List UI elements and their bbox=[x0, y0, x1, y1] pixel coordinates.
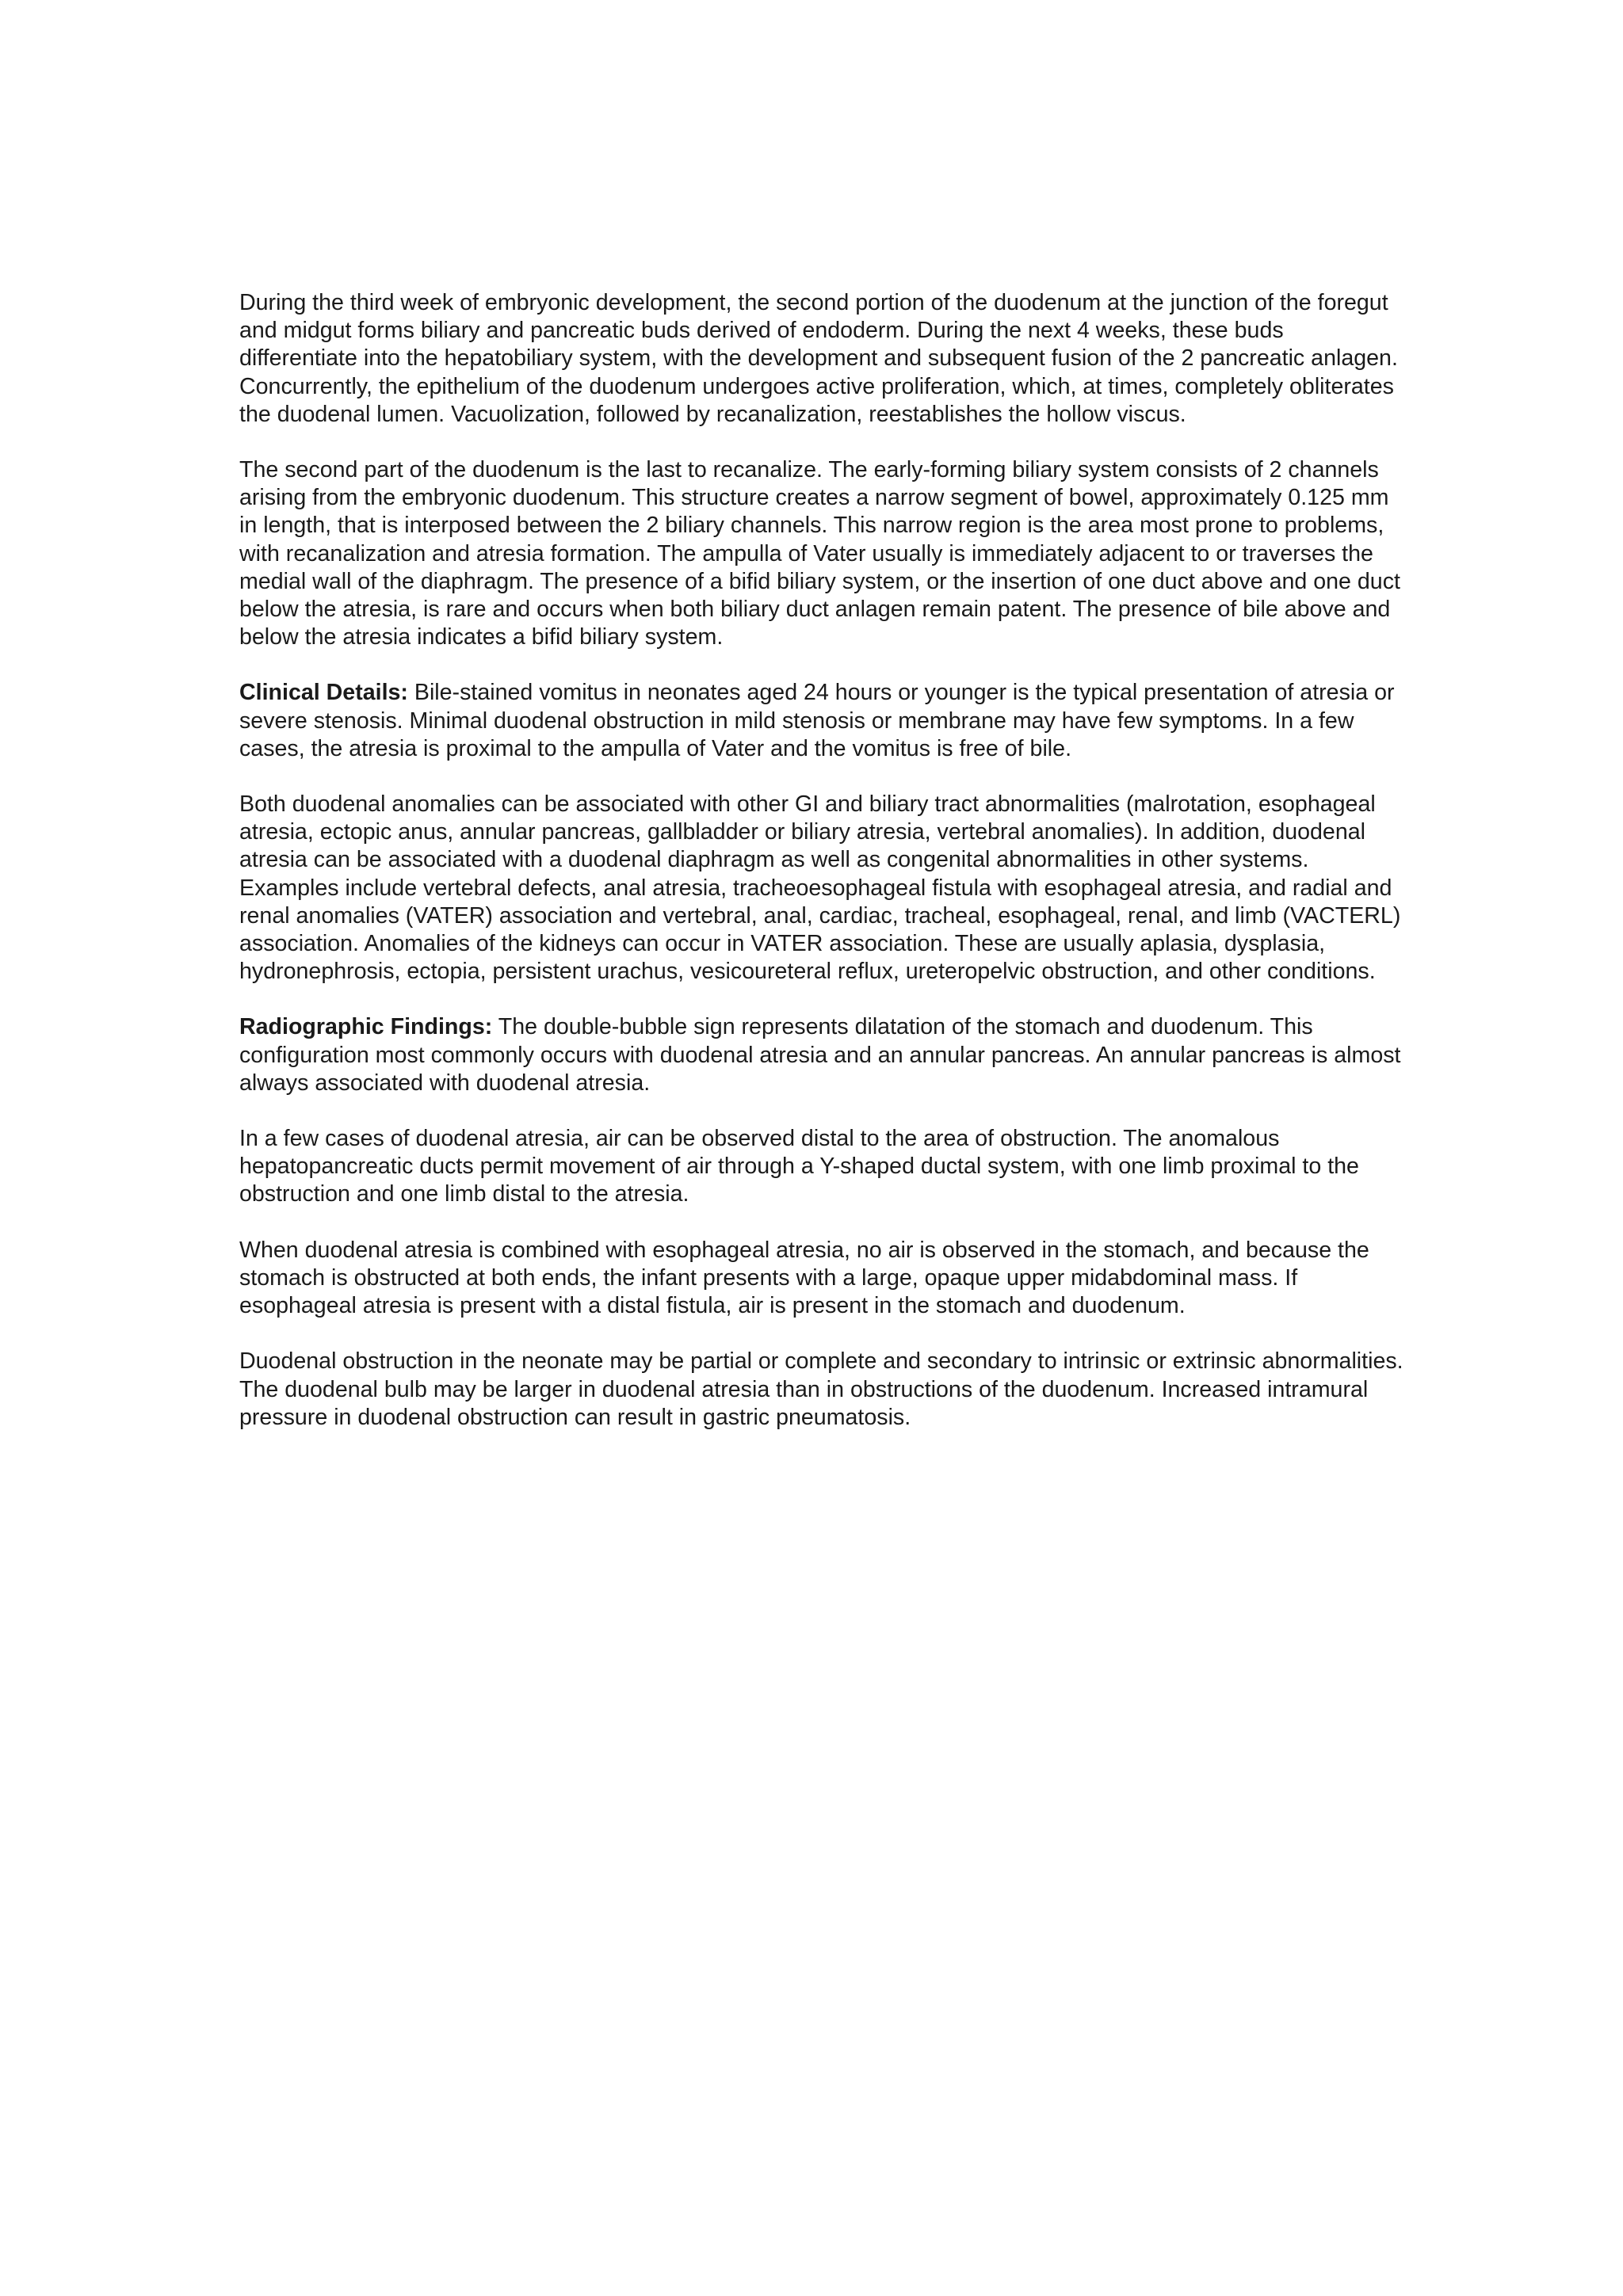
paragraph-clinical-details bbox=[239, 679, 1404, 763]
paragraph-radiographic-findings bbox=[239, 1013, 1404, 1097]
paragraph-text: Both duodenal anomalies can be associated with other GI and biliary tract abnormalities (malrotation, esophageal atresia, ectopic anus, annular pancreas, gallbladder or biliary atresia, vertebral anomalies). In addition, duodenal atresia can be associated with a duodenal diaphragm as well as congenital abnormalities in other systems. Examples include vertebral defects, anal atresia, tracheoesophageal fistula with esophageal atresia, and radial and renal anomalies (VATER) association and vertebral, anal, cardiac, tracheal, esophageal, renal, and limb (VACTERL) association. Anomalies of the kidneys can occur in VATER association. These are usually aplasia, dysplasia, hydronephrosis, ectopia, persistent urachus, vesicoureteral reflux, ureteropelvic obstruction, and other conditions. bbox=[239, 791, 1401, 985]
paragraph-text: Duodenal obstruction in the neonate may be partial or complete and secondary to intrinsic or extrinsic abnormalities. The duodenal bulb may be larger in duodenal atresia than in obstructions of the duodenum. Increased intramural pressure in duodenal obstruction can result in gastric pneumatosis. bbox=[239, 1348, 1403, 1430]
paragraph-text: The second part of the duodenum is the last to recanalize. The early-forming biliary system consists of 2 channels arising from the embryonic duodenum. This structure creates a narrow segment of bowel, approximately 0.125 mm in length, that is interposed between the 2 biliary channels. This narrow region is the area most prone to problems, with recanalization and atresia formation. The ampulla of Vater usually is immediately adjacent to or traverses the medial wall of the diaphragm. The presence of a bifid biliary system, or the insertion of one duct above and one duct below the atresia, is rare and occurs when both biliary duct anlagen remain patent. The presence of bile above and below the atresia indicates a bifid biliary system. bbox=[239, 457, 1400, 650]
section-label-radiographic-findings: Radiographic Findings: bbox=[239, 1014, 493, 1040]
paragraph-embryology bbox=[239, 289, 1404, 429]
paragraph-distal-air bbox=[239, 1125, 1404, 1209]
paragraph-text: In a few cases of duodenal atresia, air can be observed distal to the area of obstruction. The anomalous hepatopancreatic ducts permit movement of air through a Y-shaped ductal system, with one limb proximal to the obstruction and one limb distal to the atresia. bbox=[239, 1126, 1359, 1207]
paragraph-text: When duodenal atresia is combined with esophageal atresia, no air is observed in the stomach, and because the stomach is obstructed at both ends, the infant presents with a large, opaque upper midabdominal mass. If esophageal atresia is present with a distal fistula, air is present in the stomach and duodenum. bbox=[239, 1237, 1369, 1319]
paragraph-recanalization bbox=[239, 456, 1404, 651]
paragraph-text: Bile-stained vomitus in neonates aged 24 hours or younger is the typical presentation of atresia or severe stenosis. Minimal duodenal obstruction in mild stenosis or membrane may have few symptoms. In a few cases, the atresia is proximal to the ampulla of Vater and the vomitus is free of bile. bbox=[239, 680, 1395, 761]
paragraph-text: During the third week of embryonic development, the second portion of the duodenum at the junction of the foregut and midgut forms biliary and pancreatic buds derived of endoderm. During the next 4 weeks, these buds differentiate into the hepatobiliary system, with the development and subsequent fusion of the 2 pancreatic anlagen. Concurrently, the epithelium of the duodenum undergoes active proliferation, which, at times, completely obliterates the duodenal lumen. Vacuolization, followed by recanalization, reestablishes the hollow viscus. bbox=[239, 290, 1398, 427]
paragraph-duodenal-obstruction bbox=[239, 1348, 1404, 1432]
paragraph-text: The double-bubble sign represents dilatation of the stomach and duodenum. This configuration most commonly occurs with duodenal atresia and an annular pancreas. An annular pancreas is almost always associated with duodenal atresia. bbox=[239, 1014, 1401, 1096]
document-body bbox=[239, 289, 1404, 1459]
paragraph-associated-anomalies bbox=[239, 791, 1404, 986]
section-label-clinical-details: Clinical Details: bbox=[239, 680, 408, 706]
paragraph-esophageal-atresia bbox=[239, 1237, 1404, 1321]
